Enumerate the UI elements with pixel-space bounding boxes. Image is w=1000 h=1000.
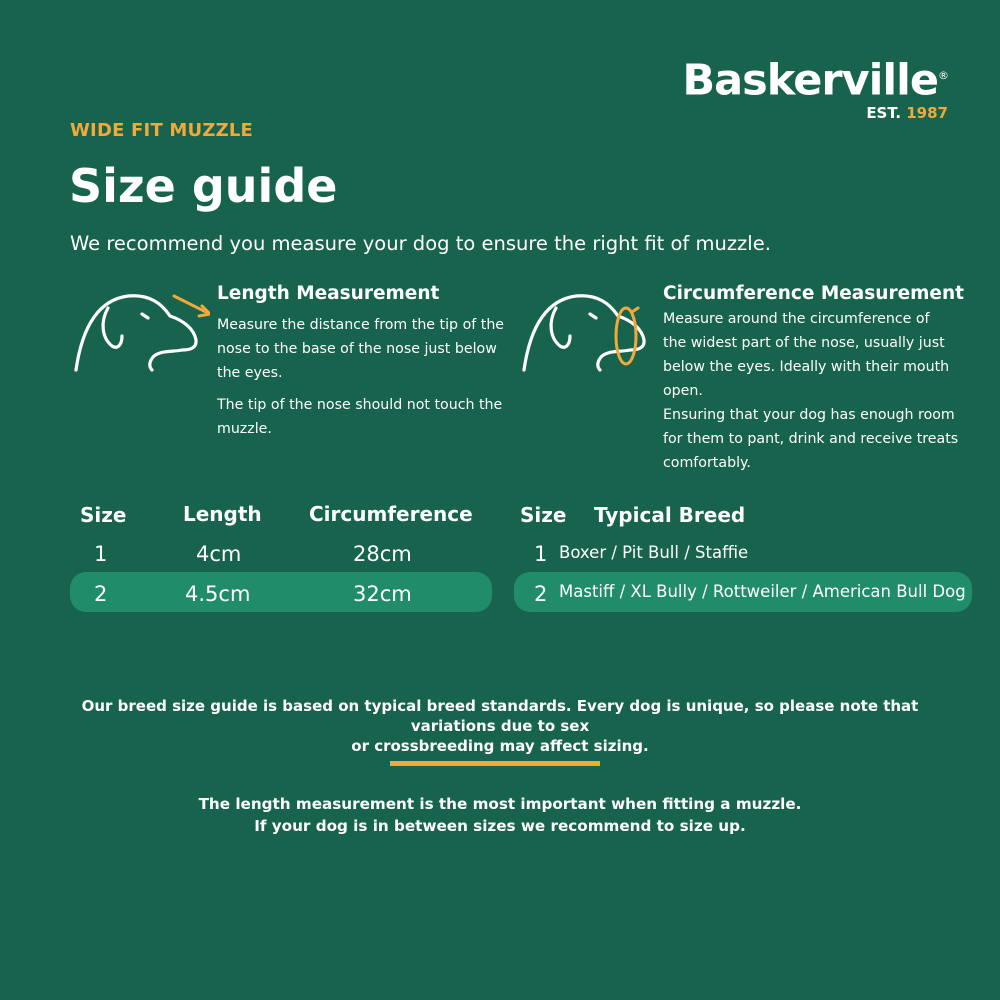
circumference-description <box>663 307 963 475</box>
brand-est-label: EST. <box>866 104 902 123</box>
length-line: Measure the distance from the tip of the <box>217 317 505 333</box>
size-table-header-circumference: Circumference <box>309 502 473 526</box>
length-line: nose to the base of the nose just below <box>217 341 497 357</box>
size-row-2-length: 4.5cm <box>185 582 251 606</box>
length-description <box>217 313 507 441</box>
length-line: The tip of the nose should not touch the <box>217 397 503 413</box>
size-row-2-highlight <box>70 572 492 612</box>
circumference-line: for them to pant, drink and receive treats <box>663 431 959 447</box>
breed-disclaimer-line: or crossbreeding may affect sizing. <box>351 737 649 755</box>
size-table-header-size: Size <box>80 503 127 527</box>
breed-table-header-breed: Typical Breed <box>594 503 746 527</box>
circumference-line: open. <box>663 383 703 399</box>
product-kicker: WIDE FIT MUZZLE <box>70 120 253 141</box>
circumference-line: Ensuring that your dog has enough room <box>663 407 955 423</box>
size-row-2-circumference: 32cm <box>353 582 412 606</box>
fitting-advice <box>40 793 960 837</box>
circumference-line: below the eyes. Ideally with their mouth <box>663 359 950 375</box>
page-title: Size guide <box>69 159 338 213</box>
size-row-1-length: 4cm <box>196 542 242 566</box>
divider <box>390 761 600 766</box>
breed-row-2-size: 2 <box>534 582 548 606</box>
breed-row-2-breed: Mastiff / XL Bully / Rottweiler / American Bull Dog <box>559 582 966 601</box>
fitting-advice-line: If your dog is in between sizes we recommend to size up. <box>254 817 746 835</box>
size-table-header-length: Length <box>183 502 262 526</box>
circumference-line: comfortably. <box>663 455 751 471</box>
size-row-2-size: 2 <box>94 582 108 606</box>
dog-head-circumference-loop-icon <box>518 278 658 388</box>
circumference-heading: Circumference Measurement <box>663 283 964 304</box>
length-heading: Length Measurement <box>217 283 440 304</box>
brand-name: Baskerville <box>682 55 938 106</box>
breed-row-1-breed: Boxer / Pit Bull / Staffie <box>559 543 749 562</box>
dog-head-length-arrow-icon <box>70 278 210 388</box>
brand-est-year: 1987 <box>906 104 948 123</box>
size-row-1-circumference: 28cm <box>353 542 412 566</box>
size-row-1-size: 1 <box>94 542 108 566</box>
circumference-line: the widest part of the nose, usually just <box>663 335 945 351</box>
breed-disclaimer-line: Our breed size guide is based on typical breed standards. Every dog is unique, so please note that variations due to sex <box>81 697 919 735</box>
breed-disclaimer <box>40 696 960 756</box>
circumference-line: Measure around the circumference of <box>663 311 930 327</box>
brand-logo <box>682 52 948 122</box>
intro-text: We recommend you measure your dog to ensure the right fit of muzzle. <box>70 232 771 255</box>
length-line: the eyes. <box>217 365 283 381</box>
breed-table-header-size: Size <box>520 503 567 527</box>
fitting-advice-line: The length measurement is the most important when fitting a muzzle. <box>198 795 802 813</box>
brand-registered-mark: ® <box>938 69 948 82</box>
breed-row-1-size: 1 <box>534 542 548 566</box>
length-line: muzzle. <box>217 421 272 437</box>
